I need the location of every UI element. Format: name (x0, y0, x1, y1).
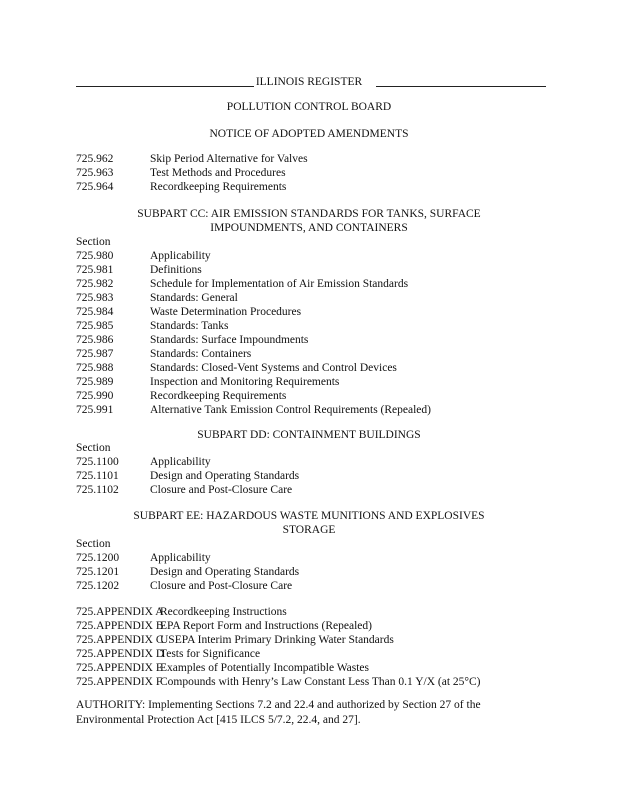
section-number: 725.1100 (76, 456, 119, 468)
section-number: 725.985 (76, 320, 114, 332)
section-row (76, 483, 292, 497)
section-number: 725.991 (76, 404, 114, 416)
section-row (76, 361, 397, 375)
appendix-title: Examples of Potentially Incompatible Wastes (160, 662, 370, 674)
subpart-ee-heading-2: STORAGE (282, 524, 336, 536)
section-number: 725.987 (76, 348, 114, 360)
section-row (76, 347, 251, 361)
section-title: Definitions (150, 264, 202, 276)
section-title: Schedule for Implementation of Air Emission Standards (150, 278, 409, 290)
section-number: 725.1202 (76, 580, 120, 592)
section-number: 725.983 (76, 292, 114, 304)
section-title: Closure and Post-Closure Care (150, 580, 293, 592)
subpart-dd-heading: SUBPART DD: CONTAINMENT BUILDINGS (197, 429, 421, 441)
section-number: 725.980 (76, 250, 114, 262)
section-title: Applicability (150, 456, 211, 468)
section-title: Standards: Tanks (150, 320, 229, 332)
section-number: 725.1101 (76, 470, 119, 482)
section-row (76, 319, 229, 333)
section-title: Standards: Closed-Vent Systems and Control Devices (150, 362, 397, 374)
section-number: 725.962 (76, 153, 114, 165)
section-title: Applicability (150, 552, 211, 564)
appendix-row (76, 619, 372, 633)
section-number: 725.986 (76, 334, 114, 346)
section-row (76, 403, 431, 417)
section-title: Standards: Containers (150, 348, 252, 360)
appendix-row (76, 633, 394, 647)
appendix-number: 725.APPENDIX F (76, 676, 163, 688)
section-number: 725.1201 (76, 566, 120, 578)
section-row (76, 389, 286, 403)
section-title: Standards: General (150, 292, 238, 304)
subpart-cc-heading-2: IMPOUNDMENTS, AND CONTAINERS (210, 222, 408, 234)
section-row (76, 565, 299, 579)
section-row (76, 305, 301, 319)
section-label: Section (76, 442, 111, 454)
appendix-title: USEPA Interim Primary Drinking Water Standards (160, 634, 394, 646)
section-title: Recordkeeping Requirements (150, 390, 287, 402)
section-number: 725.963 (76, 167, 114, 179)
appendix-row (76, 661, 369, 675)
section-title: Standards: Surface Impoundments (150, 334, 309, 346)
section-number: 725.989 (76, 376, 114, 388)
register-title: ILLINOIS REGISTER (255, 76, 363, 88)
section-title: Closure and Post-Closure Care (150, 484, 293, 496)
section-row (76, 291, 238, 305)
section-number: 725.988 (76, 362, 114, 374)
section-title: Design and Operating Standards (150, 470, 300, 482)
section-row (76, 469, 299, 483)
subpart-cc-heading-1: SUBPART CC: AIR EMISSION STANDARDS FOR TANKS, SURFACE (137, 208, 481, 220)
section-row (76, 579, 292, 593)
appendix-number: 725.APPENDIX C (76, 634, 164, 646)
section-row (76, 249, 211, 263)
section-label: Section (76, 236, 111, 248)
section-number: 725.964 (76, 181, 114, 193)
section-number: 725.984 (76, 306, 114, 318)
appendix-title: EPA Report Form and Instructions (Repealed) (160, 620, 372, 632)
section-row (76, 180, 286, 194)
section-row (76, 455, 211, 469)
appendix-row (76, 647, 260, 661)
appendix-title: Tests for Significance (160, 648, 261, 660)
section-row (76, 263, 202, 277)
section-row (76, 333, 308, 347)
section-title: Test Methods and Procedures (150, 167, 286, 179)
section-title: Inspection and Monitoring Requirements (150, 376, 340, 388)
section-number: 725.981 (76, 264, 114, 276)
section-number: 725.1200 (76, 552, 120, 564)
appendix-row (76, 675, 481, 689)
section-title: Recordkeeping Requirements (150, 181, 287, 193)
appendix-number: 725.APPENDIX D (76, 648, 165, 660)
board-title: POLLUTION CONTROL BOARD (226, 101, 392, 113)
appendix-title: Recordkeeping Instructions (160, 606, 287, 618)
section-row (76, 277, 408, 291)
appendix-number: 725.APPENDIX E (76, 662, 163, 674)
subpart-ee-heading-1: SUBPART EE: HAZARDOUS WASTE MUNITIONS AND EXPLOSIVES (133, 510, 485, 522)
section-row (76, 152, 308, 166)
section-row (76, 166, 286, 180)
appendix-row (76, 605, 287, 619)
section-row (76, 551, 211, 565)
section-title: Waste Determination Procedures (150, 306, 302, 318)
section-title: Skip Period Alternative for Valves (150, 153, 308, 165)
appendix-number: 725.APPENDIX A (76, 606, 164, 618)
section-number: 725.990 (76, 390, 114, 402)
section-row (76, 375, 339, 389)
section-number: 725.1102 (76, 484, 119, 496)
authority-paragraph: AUTHORITY: Implementing Sections 7.2 and 22.4 and authorized by Section 27 of the Environmental Protection Act [415 ILCS 5/7.2, 22.4, and 27]. (76, 699, 481, 726)
section-title: Applicability (150, 250, 211, 262)
appendix-number: 725.APPENDIX B (76, 620, 164, 632)
section-label: Section (76, 538, 111, 550)
section-title: Design and Operating Standards (150, 566, 300, 578)
section-title: Alternative Tank Emission Control Requirements (Repealed) (150, 404, 431, 416)
notice-title: NOTICE OF ADOPTED AMENDMENTS (209, 128, 409, 140)
appendix-title: Compounds with Henry’s Law Constant Less Than 0.1 Y/X (at 25°C) (160, 676, 481, 688)
section-number: 725.982 (76, 278, 114, 290)
